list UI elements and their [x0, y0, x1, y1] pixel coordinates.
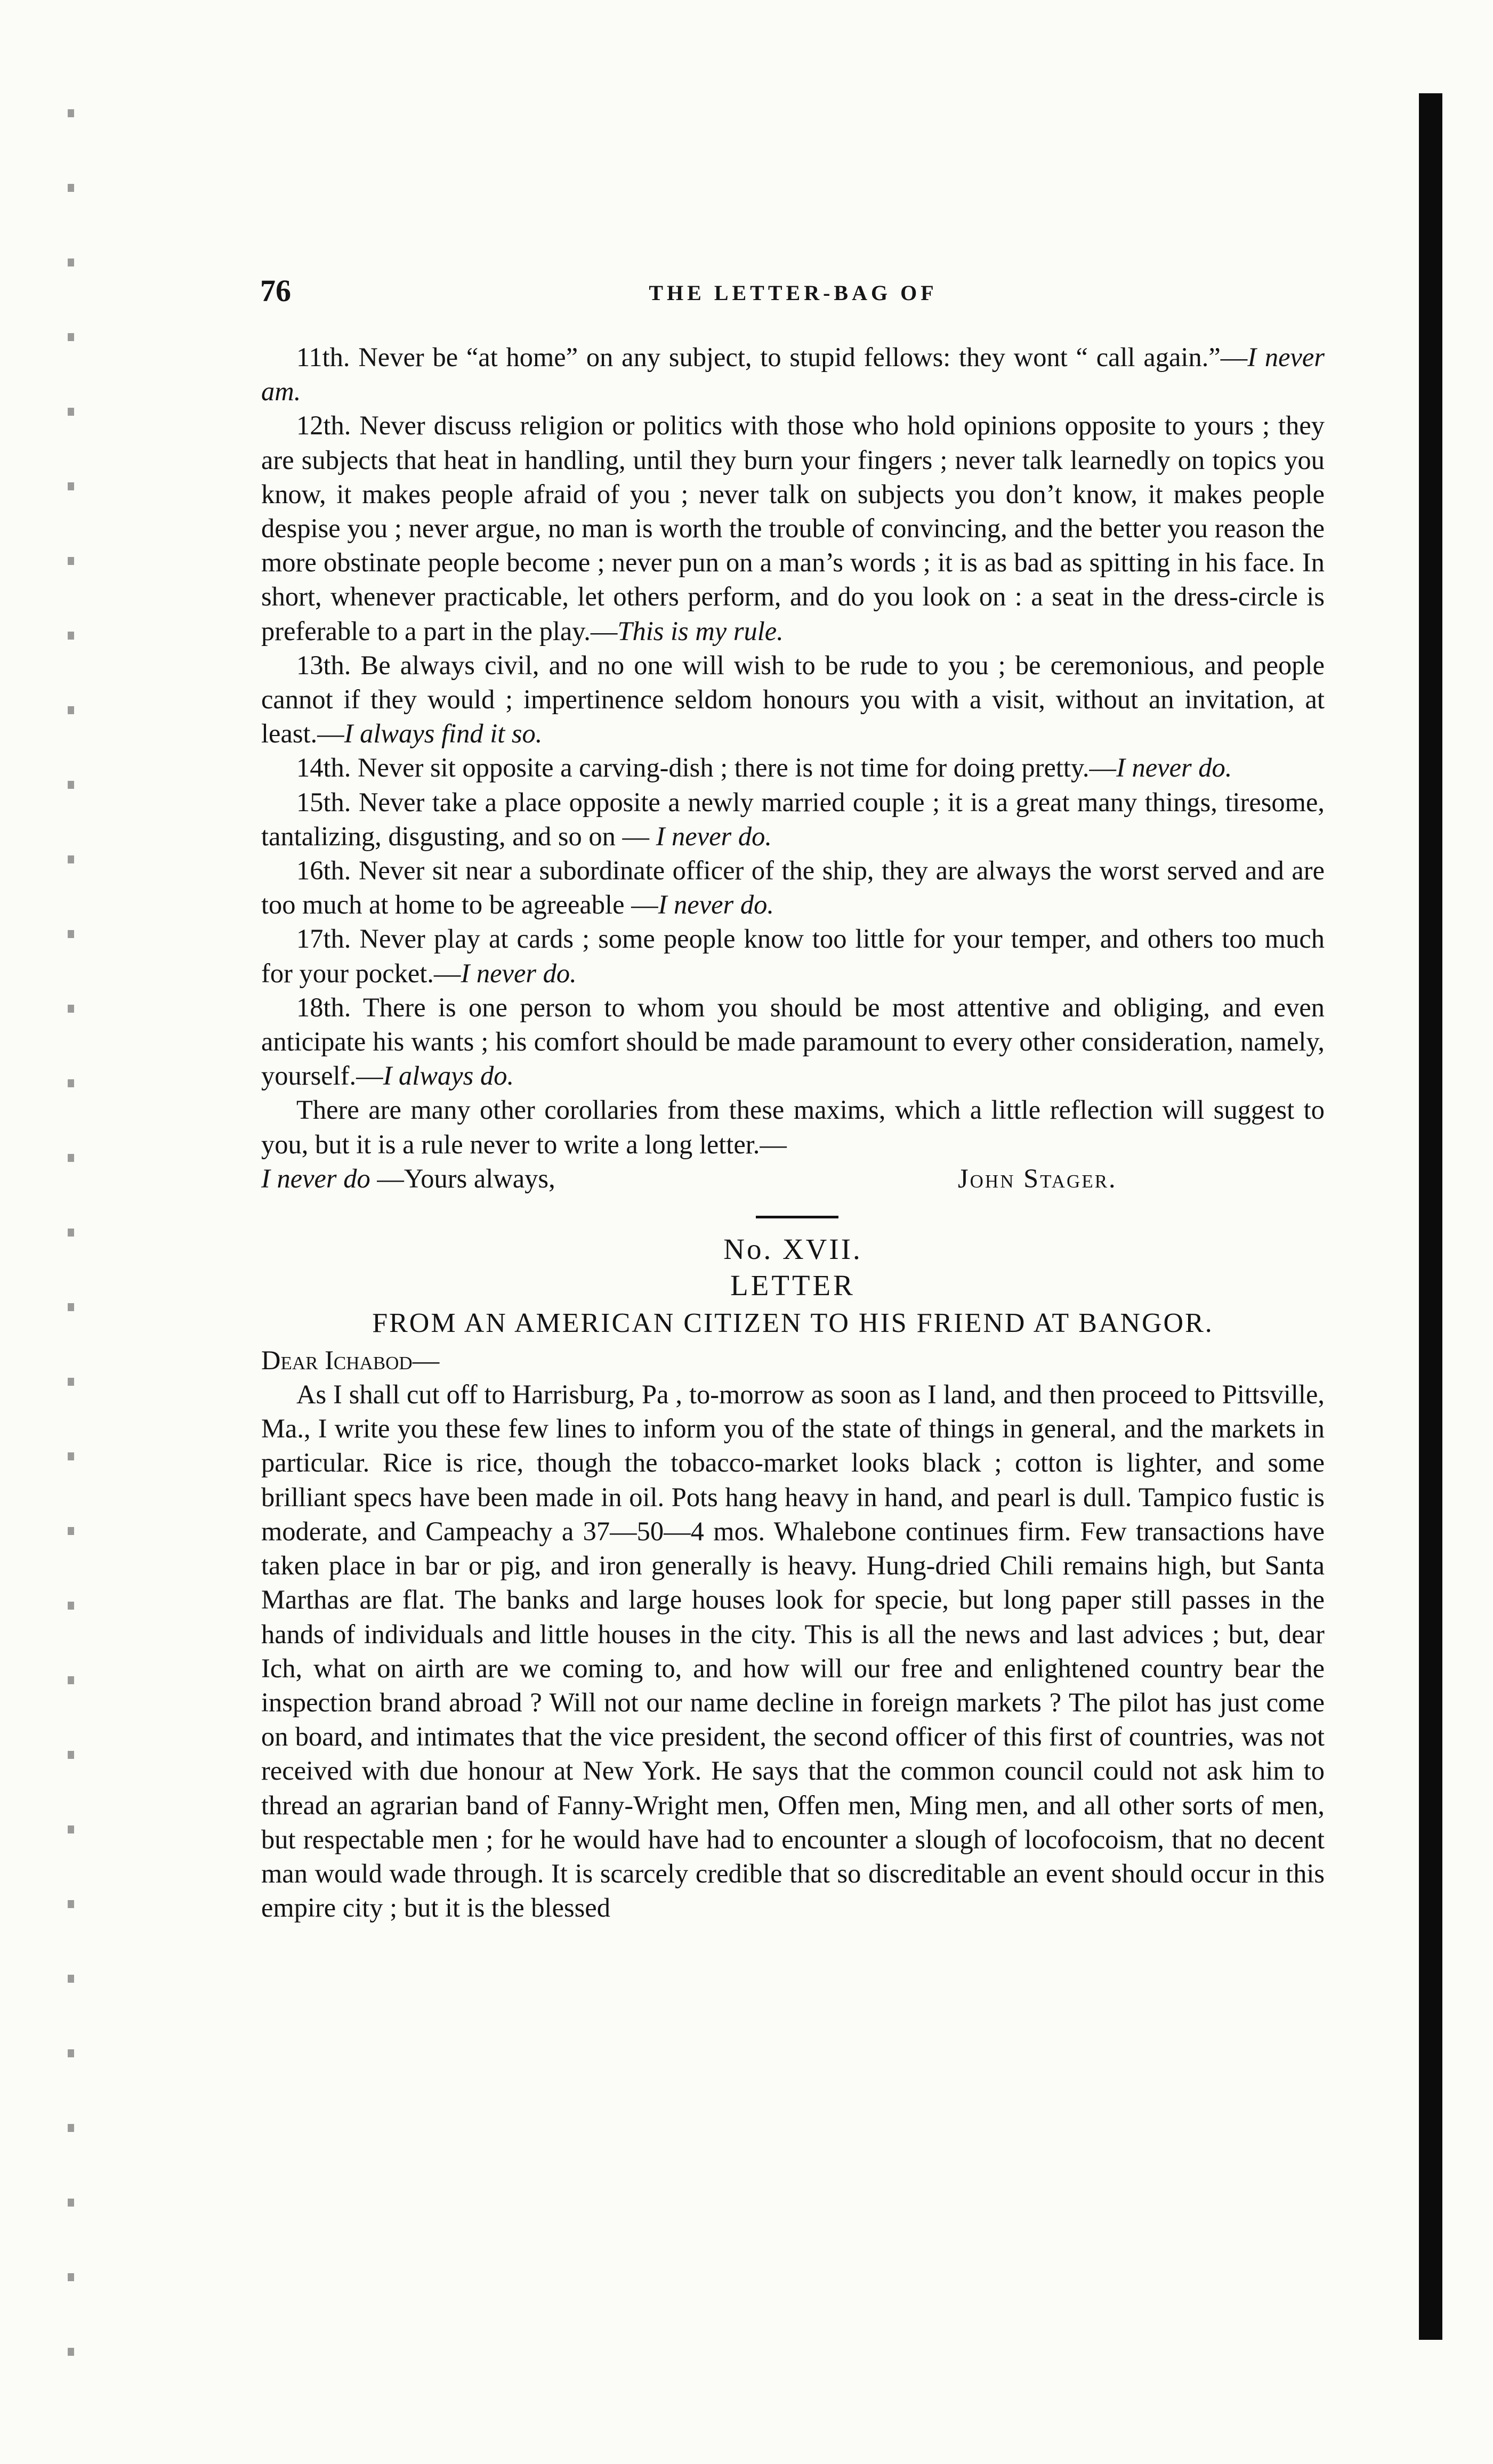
- maxim-18: [261, 990, 1325, 1093]
- maxim-reply: I always find it so.: [344, 718, 543, 749]
- maxim-15: [261, 785, 1325, 853]
- letter-number: No. XVII.: [723, 1232, 862, 1265]
- signature: John Stager.: [958, 1163, 1117, 1193]
- letter-heading: LETTER: [730, 1269, 856, 1302]
- maxim-number: 15th.: [296, 787, 351, 817]
- closing-reply: I never do: [261, 1163, 370, 1193]
- maxim-reply: I never do.: [658, 890, 774, 920]
- closing-paragraph: [261, 1093, 1325, 1161]
- page-number: 76: [260, 273, 291, 308]
- closing-sign-off: —Yours always,: [370, 1163, 555, 1193]
- maxim-17: [261, 922, 1325, 990]
- closing-signature-line: [261, 1161, 1325, 1195]
- maxim-reply: I never do.: [461, 958, 577, 988]
- maxim-text: Never discuss religion or politics with those who hold opinions opposite to yours ; they are subjects that heat in handling, until they burn your fingers ; never talk learnedly on topics you know, it makes people afraid of you ; never talk on subjects you don’t know, it makes people despise you ; never argue, no man is worth the trouble of convincing, and the better you reason the more obstinate people become ; never pun on a man’s words ; it is as bad as spitting in his face. In short, whenever practicable, let others perform, and do you look on : a seat in the dress-circle is preferable to a part in the play.—: [261, 410, 1325, 646]
- page-header: [260, 273, 1326, 308]
- section-divider: [756, 1216, 838, 1218]
- maxim-reply: This is my rule.: [617, 616, 784, 646]
- maxim-text: Be always civil, and no one will wish to be rude to you ; be ceremonious, and people cannot if they would ; impertinence seldom honours you with a visit, without an invitation, at least.—: [261, 650, 1325, 749]
- maxim-number: 16th.: [296, 855, 351, 886]
- maxim-text: There is one person to whom you should be most attentive and obliging, and even anticipate his wants ; his comfort should be made paramount to every other consideration, namely, yourself.—: [261, 992, 1325, 1091]
- maxim-number: 13th.: [296, 650, 351, 680]
- closing-text: There are many other corollaries from these maxims, which a little reflection will suggest to you, but it is a rule never to write a long letter.—: [261, 1095, 1325, 1159]
- gutter-marks: [51, 80, 93, 2372]
- maxim-number: 12th.: [296, 410, 351, 441]
- letter-from-line: FROM AN AMERICAN CITIZEN TO HIS FRIEND AT BANGOR.: [372, 1307, 1214, 1338]
- page-body: [261, 340, 1325, 1925]
- binding-edge: [1419, 93, 1442, 2340]
- maxim-number: 14th.: [296, 753, 351, 783]
- maxim-text: Never play at cards ; some people know too little for your temper, and others too much for your pocket.—: [261, 924, 1325, 988]
- maxim-text: Never sit opposite a carving-dish ; there is not time for doing pretty.—: [351, 753, 1117, 783]
- maxim-text: Never be “at home” on any subject, to stupid fellows: they wont “ call again.”—: [350, 342, 1248, 372]
- maxim-14: [261, 750, 1325, 785]
- maxim-16: [261, 853, 1325, 922]
- maxim-number: 17th.: [296, 924, 351, 954]
- running-head: THE LETTER-BAG OF: [649, 281, 938, 305]
- maxim-reply: I always do.: [383, 1061, 514, 1091]
- maxim-11: [261, 340, 1325, 408]
- maxim-number: 11th.: [296, 342, 350, 372]
- letter-body: As I shall cut off to Harrisburg, Pa , to-morrow as soon as I land, and then proceed to Pittsville, Ma., I write you these few lines to inform you of the state of things in general, and the markets in particular. Rice is rice, though the tobacco-market looks black ; cotton is lighter, and some brilliant specs have been made in oil. Pots hang heavy in hand, and pearl is dull. Tampico fustic is moderate, and Campeachy a 37—50—4 mos. Whalebone continues firm. Few transactions have taken place in bar or pig, and iron generally is heavy. Hung-dried Chili remains high, but Santa Marthas are flat. The banks and large houses look for specie, but long paper still passes in the hands of individuals and little houses in the city. This is all the news and last advices ; but, dear Ich, what on airth are we coming to, and how will our free and enlightened country bear the inspection brand abroad ? Will not our name decline in foreign markets ? The pilot has just come on board, and intimates that the vice president, the second officer of this first of countries, was not received with due honour at New York. He says that the common council could not ask him to thread an agrarian band of Fanny-Wright men, Offen men, Ming men, and all other sorts of men, but respectable men ; for he would have had to encounter a slough of locofocoism, that no decent man would wade through. It is scarcely credible that so discreditable an event should occur in this empire city ; but it is the blessed: [261, 1379, 1325, 1923]
- maxim-number: 18th.: [296, 992, 351, 1022]
- maxim-12: [261, 408, 1325, 648]
- salutation: Dear Ichabod—: [261, 1345, 440, 1375]
- maxim-reply: I never am.: [261, 342, 1325, 407]
- maxim-text: Never take a place opposite a newly married couple ; it is a great many things, tiresome, tantalizing, disgusting, and so on —: [261, 787, 1325, 851]
- maxim-reply: I never do.: [656, 821, 772, 851]
- maxim-13: [261, 648, 1325, 751]
- maxim-reply: I never do.: [1116, 753, 1232, 783]
- maxim-text: Never sit near a subordinate officer of the ship, they are always the worst served and are too much at home to be agreeable —: [261, 855, 1325, 920]
